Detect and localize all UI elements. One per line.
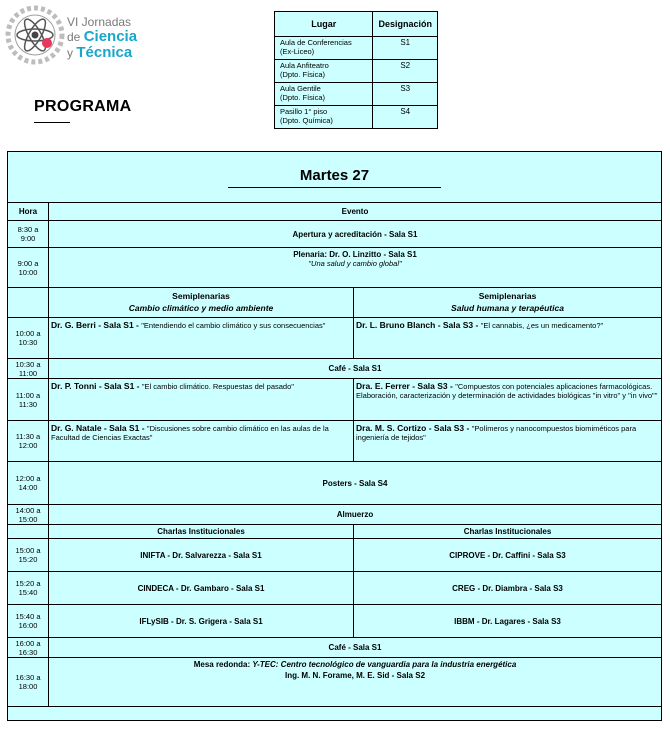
room-place xyxy=(275,60,373,83)
hour-start: 14:00 a xyxy=(15,505,41,515)
schedule-row xyxy=(8,248,662,288)
row-hour xyxy=(8,248,49,288)
room-place-name: Pasillo 1° piso xyxy=(280,107,328,116)
room-place xyxy=(275,83,373,106)
hour-end: 14:00 xyxy=(18,483,38,492)
logo-line2-prefix: de xyxy=(67,30,84,44)
hour-start: 8:30 a xyxy=(17,225,39,234)
logo-line1: VI Jornadas xyxy=(67,15,132,29)
event-round-table xyxy=(49,658,662,707)
semiplenary-title: Semiplenarias xyxy=(478,290,537,301)
hour-start: 15:40 a xyxy=(15,612,41,621)
charlas-header-row xyxy=(8,525,662,539)
talk-left xyxy=(49,379,354,421)
row-hour xyxy=(8,658,49,707)
event-coffee: Café - Sala S1 xyxy=(49,638,662,658)
hour-start: 15:00 a xyxy=(15,546,41,555)
hour-end: 11:00 xyxy=(18,368,38,378)
header-hour: Hora xyxy=(8,203,49,221)
hour-end: 10:30 xyxy=(18,338,38,347)
hour-start: 12:00 a xyxy=(15,474,41,483)
atom-gear-icon xyxy=(5,5,65,65)
schedule-table xyxy=(7,151,662,721)
semiplenary-right-header xyxy=(354,288,662,318)
hour-end: 18:00 xyxy=(18,682,38,691)
hour-end: 16:00 xyxy=(18,621,38,630)
room-place-dept: (Dpto. Química) xyxy=(280,116,333,125)
talk-title: "El cannabis, ¿es un medicamento?" xyxy=(480,321,604,330)
rooms-header-place: Lugar xyxy=(275,12,373,37)
talk-title: "Discusiones sobre cambio climático en las aulas de la Facultad de Ciencias Exactas" xyxy=(51,424,329,442)
row-hour xyxy=(8,421,49,462)
plenary-topic: "Una salud y cambio global" xyxy=(308,259,402,268)
talk-right xyxy=(354,379,662,421)
row-hour xyxy=(8,638,49,658)
room-place-dept: (Ex-Liceo) xyxy=(280,47,315,56)
event-posters: Posters - Sala S4 xyxy=(49,462,662,505)
talk-speaker: Dr. L. Bruno Blanch - Sala S3 - xyxy=(356,320,481,330)
schedule-row xyxy=(8,605,662,638)
event-lunch: Almuerzo xyxy=(49,505,662,525)
logo-wordmark xyxy=(67,16,137,60)
event-logo xyxy=(5,5,165,65)
room-place xyxy=(275,106,373,129)
room-place-dept: (Dpto. Física) xyxy=(280,93,326,102)
talk-title: "Polímeros y nanocompuestos biomiméticos para ingeniería de tejidos" xyxy=(356,424,637,442)
room-code: S1 xyxy=(373,37,438,60)
hour-start: 15:20 a xyxy=(15,579,41,588)
rooms-header-code: Designación xyxy=(373,12,438,37)
rooms-row xyxy=(275,37,438,60)
day-row xyxy=(8,152,662,203)
round-table-prefix: Mesa redonda: xyxy=(193,660,253,669)
semiplenary-left-header xyxy=(49,288,354,318)
hour-end: 11:30 xyxy=(18,399,38,409)
semiplenary-subtitle: Salud humana y terapéutica xyxy=(451,302,564,313)
institutional-talk-left: INIFTA - Dr. Salvarezza - Sala S1 xyxy=(49,539,354,572)
hour-start: 10:00 a xyxy=(15,329,41,338)
event-coffee: Café - Sala S1 xyxy=(49,359,662,379)
row-hour xyxy=(8,505,49,525)
page-title: PROGRAMA xyxy=(34,98,132,115)
schedule-row xyxy=(8,572,662,605)
hour-start: 16:30 a xyxy=(15,673,41,682)
logo-line3-prefix: y xyxy=(67,46,77,60)
hour-end: 9:00 xyxy=(20,234,36,243)
talk-speaker: Dr. G. Natale - Sala S1 - xyxy=(51,423,147,433)
header-event: Evento xyxy=(49,203,662,221)
hour-end: 12:00 xyxy=(18,441,38,450)
row-hour xyxy=(8,359,49,379)
institutional-talk-left: IFLySIB - Dr. S. Grigera - Sala S1 xyxy=(49,605,354,638)
schedule-row xyxy=(8,638,662,658)
hour-start: 10:30 a xyxy=(15,359,41,369)
row-hour xyxy=(8,605,49,638)
event-opening: Apertura y acreditación - Sala S1 xyxy=(49,221,662,248)
logo-line3 xyxy=(67,45,137,60)
hour-start: 11:30 a xyxy=(15,432,41,441)
charlas-left-header: Charlas Institucionales xyxy=(49,525,354,539)
institutional-talk-right: IBBM - Dr. Lagares - Sala S3 xyxy=(354,605,662,638)
logo-line2 xyxy=(67,29,137,44)
talk-right xyxy=(354,421,662,462)
talk-left xyxy=(49,421,354,462)
room-place-dept: (Dpto. Física) xyxy=(280,70,326,79)
row-hour xyxy=(8,462,49,505)
schedule-row xyxy=(8,359,662,379)
header-row xyxy=(8,203,662,221)
room-place xyxy=(275,37,373,60)
hour-end: 15:40 xyxy=(18,588,38,597)
room-code: S3 xyxy=(373,83,438,106)
event-plenary xyxy=(49,248,662,288)
talk-speaker: Dr. P. Tonni - Sala S1 - xyxy=(51,381,142,391)
semiplenary-subtitle: Cambio climático y medio ambiente xyxy=(128,302,274,313)
rooms-table xyxy=(274,11,438,129)
plenary-speaker: Plenaria: Dr. O. Linzitto - Sala S1 xyxy=(293,250,417,259)
row-hour xyxy=(8,318,49,359)
schedule-row xyxy=(8,379,662,421)
row-hour xyxy=(8,572,49,605)
schedule-row xyxy=(8,421,662,462)
trailing-row xyxy=(8,707,662,721)
talk-speaker: Dra. E. Ferrer - Sala S3 - xyxy=(356,381,456,391)
rooms-row xyxy=(275,60,438,83)
hour-end: 15:20 xyxy=(18,555,38,564)
schedule-row xyxy=(8,221,662,248)
schedule-row xyxy=(8,658,662,707)
room-code: S2 xyxy=(373,60,438,83)
talk-speaker: Dra. M. S. Cortizo - Sala S3 - xyxy=(356,423,472,433)
round-table-topic: Y-TEC: Centro tecnológico de vanguardia para la industria energética xyxy=(252,660,517,669)
trailing-cell xyxy=(8,707,662,721)
schedule-row xyxy=(8,318,662,359)
schedule-row xyxy=(8,462,662,505)
talk-left xyxy=(49,318,354,359)
logo-line2-word: Ciencia xyxy=(83,28,138,45)
institutional-talk-right: CREG - Dr. Diambra - Sala S3 xyxy=(354,572,662,605)
row-hour-empty xyxy=(8,288,49,318)
logo-line3-word: Técnica xyxy=(76,44,133,61)
title-underline xyxy=(34,122,70,123)
row-hour xyxy=(8,539,49,572)
semiplenary-header-row xyxy=(8,288,662,318)
row-hour xyxy=(8,221,49,248)
rooms-header-row xyxy=(275,12,438,37)
talk-right xyxy=(354,318,662,359)
day-cell xyxy=(8,152,662,203)
talk-title: "Compuestos con potenciales aplicaciones farmacológicas. Elaboración, caracterización y determinación de actividades biológicas "in vitro" y "in vivo"" xyxy=(356,382,658,400)
round-table-speakers: Ing. M. N. Forame, M. E. Sid - Sala S2 xyxy=(284,670,426,680)
room-code: S4 xyxy=(373,106,438,129)
hour-start: 16:00 a xyxy=(15,638,41,648)
semiplenary-title: Semiplenarias xyxy=(172,290,230,301)
room-place-name: Aula Gentile xyxy=(280,84,321,93)
institutional-talk-right: CIPROVE - Dr. Caffini - Sala S3 xyxy=(354,539,662,572)
hour-start: 11:00 a xyxy=(15,390,41,400)
rooms-row xyxy=(275,83,438,106)
hour-start: 9:00 a xyxy=(17,258,39,268)
talk-speaker: Dr. G. Berri - Sala S1 - xyxy=(51,320,142,330)
schedule-row xyxy=(8,505,662,525)
rooms-row xyxy=(275,106,438,129)
schedule-row xyxy=(8,539,662,572)
talk-title: "El cambio climático. Respuestas del pasado" xyxy=(141,382,294,391)
day-title: Martes 27 xyxy=(228,167,441,188)
row-hour xyxy=(8,379,49,421)
room-place-name: Aula de Conferencias xyxy=(280,38,352,47)
charlas-right-header: Charlas Institucionales xyxy=(354,525,662,539)
talk-title: "Entendiendo el cambio climático y sus consecuencias" xyxy=(141,321,326,330)
room-place-name: Aula Anfiteatro xyxy=(280,61,329,70)
institutional-talk-left: CINDECA - Dr. Gambaro - Sala S1 xyxy=(49,572,354,605)
row-hour-empty xyxy=(8,525,49,539)
hour-end: 10:00 xyxy=(18,267,38,277)
hour-end: 16:30 xyxy=(18,647,38,657)
hour-end: 15:00 xyxy=(18,514,38,524)
